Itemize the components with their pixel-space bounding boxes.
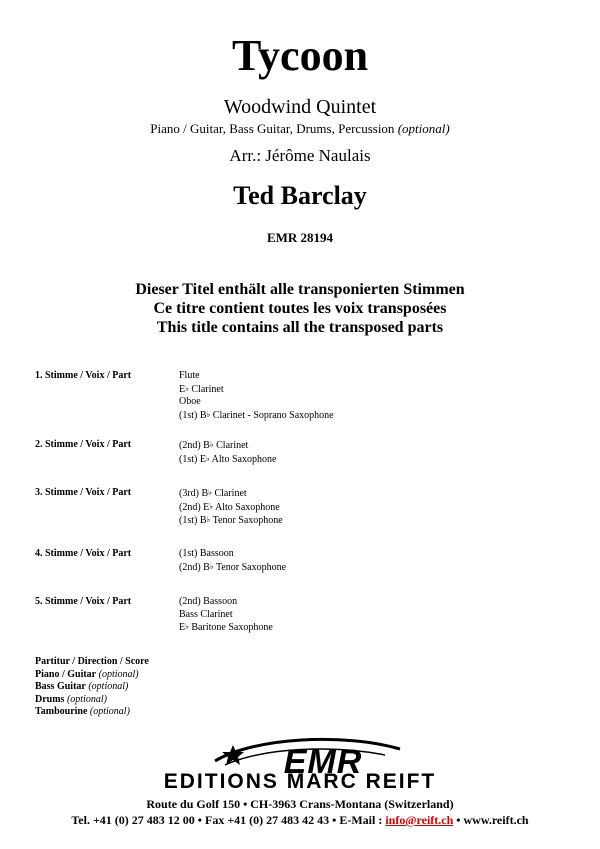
email-link[interactable]: info@reift.ch [385, 813, 454, 827]
instrument-item: E♭ Clarinet [179, 383, 224, 395]
instrument-item: Bass Clarinet [179, 608, 233, 620]
part-instruments [179, 548, 286, 574]
instrument-item: (1st) Bassoon [179, 548, 234, 559]
page-title: Tycoon [231, 31, 369, 80]
instrument-item: (2nd) B♭ Clarinet [179, 440, 249, 451]
flat-symbol: ♭ [209, 501, 214, 511]
part-label: 3. Stimme / Voix / Part [35, 487, 132, 498]
flat-symbol: ♭ [205, 453, 210, 463]
flat-symbol: ♭ [208, 488, 212, 497]
instrumentation-text: Piano / Guitar, Bass Guitar, Drums, Percussion [150, 121, 395, 136]
extra-part-item: Tambourine (optional) [35, 706, 130, 717]
instrumentation [0, 121, 600, 137]
flat-symbol: ♭ [185, 622, 189, 631]
website: • www.reift.ch [453, 813, 529, 827]
notice-line-fr: Ce titre contient toutes les voix transposées [153, 300, 447, 317]
instrument-item: Oboe [179, 396, 201, 407]
publisher-contact [0, 813, 600, 828]
extra-part-item: Bass Guitar (optional) [35, 681, 129, 692]
composer: Ted Barclay [233, 181, 367, 210]
logo-text: EMR [283, 743, 363, 781]
catalog-number: EMR 28194 [266, 230, 334, 245]
instrument-item: Flute [179, 370, 200, 381]
arranger: Arr.: Jérôme Naulais [229, 146, 371, 165]
contact-phone: Tel. +41 (0) 27 483 12 00 • Fax +41 (0) 27 483 42 43 • E-Mail : [71, 813, 386, 827]
extras-list [35, 656, 149, 719]
part-instruments [179, 487, 283, 528]
instrumentation-optional: (optional) [397, 121, 450, 136]
extra-part-item: Drums (optional) [35, 693, 107, 705]
part-label: 4. Stimme / Voix / Part [35, 548, 132, 559]
part-instruments [179, 596, 273, 635]
notice-line-en: This title contains all the transposed parts [156, 319, 444, 336]
flat-symbol: ♭ [185, 383, 189, 393]
flat-symbol: ♭ [206, 409, 211, 419]
extra-part-item: Partitur / Direction / Score [35, 656, 149, 667]
instrument-item: (1st) B♭ Tenor Saxophone [179, 515, 283, 526]
part-label: 2. Stimme / Voix / Part [35, 439, 132, 450]
flat-symbol: ♭ [209, 561, 214, 571]
flat-symbol: ♭ [206, 515, 211, 524]
flat-symbol: ♭ [209, 440, 214, 449]
publisher-name: EDITIONS MARC REIFT [163, 770, 437, 793]
publisher-address: Route du Golf 150 • CH-3963 Crans-Montana (Switzerland) [146, 797, 454, 811]
instrument-item: (1st) E♭ Alto Saxophone [179, 453, 277, 465]
transposition-notice [0, 280, 600, 337]
part-instruments [179, 439, 276, 466]
instrument-item: (1st) B♭ Clarinet - Soprano Saxophone [179, 409, 334, 421]
instrument-item: E♭ Baritone Saxophone [179, 622, 273, 633]
instrument-item: (3rd) B♭ Clarinet [179, 488, 247, 499]
instrument-item: (2nd) E♭ Alto Saxophone [179, 501, 280, 513]
part-instruments [179, 370, 334, 422]
part-label: 5. Stimme / Voix / Part [35, 596, 132, 607]
extra-part-item: Piano / Guitar (optional) [35, 668, 139, 680]
instrument-item: (2nd) B♭ Tenor Saxophone [179, 561, 287, 573]
notice-line-de: Dieser Titel enthält alle transponierten Stimmen [135, 281, 465, 298]
subtitle: Woodwind Quintet [223, 96, 377, 118]
part-label: 1. Stimme / Voix / Part [35, 370, 132, 381]
instrument-item: (2nd) Bassoon [179, 596, 238, 607]
